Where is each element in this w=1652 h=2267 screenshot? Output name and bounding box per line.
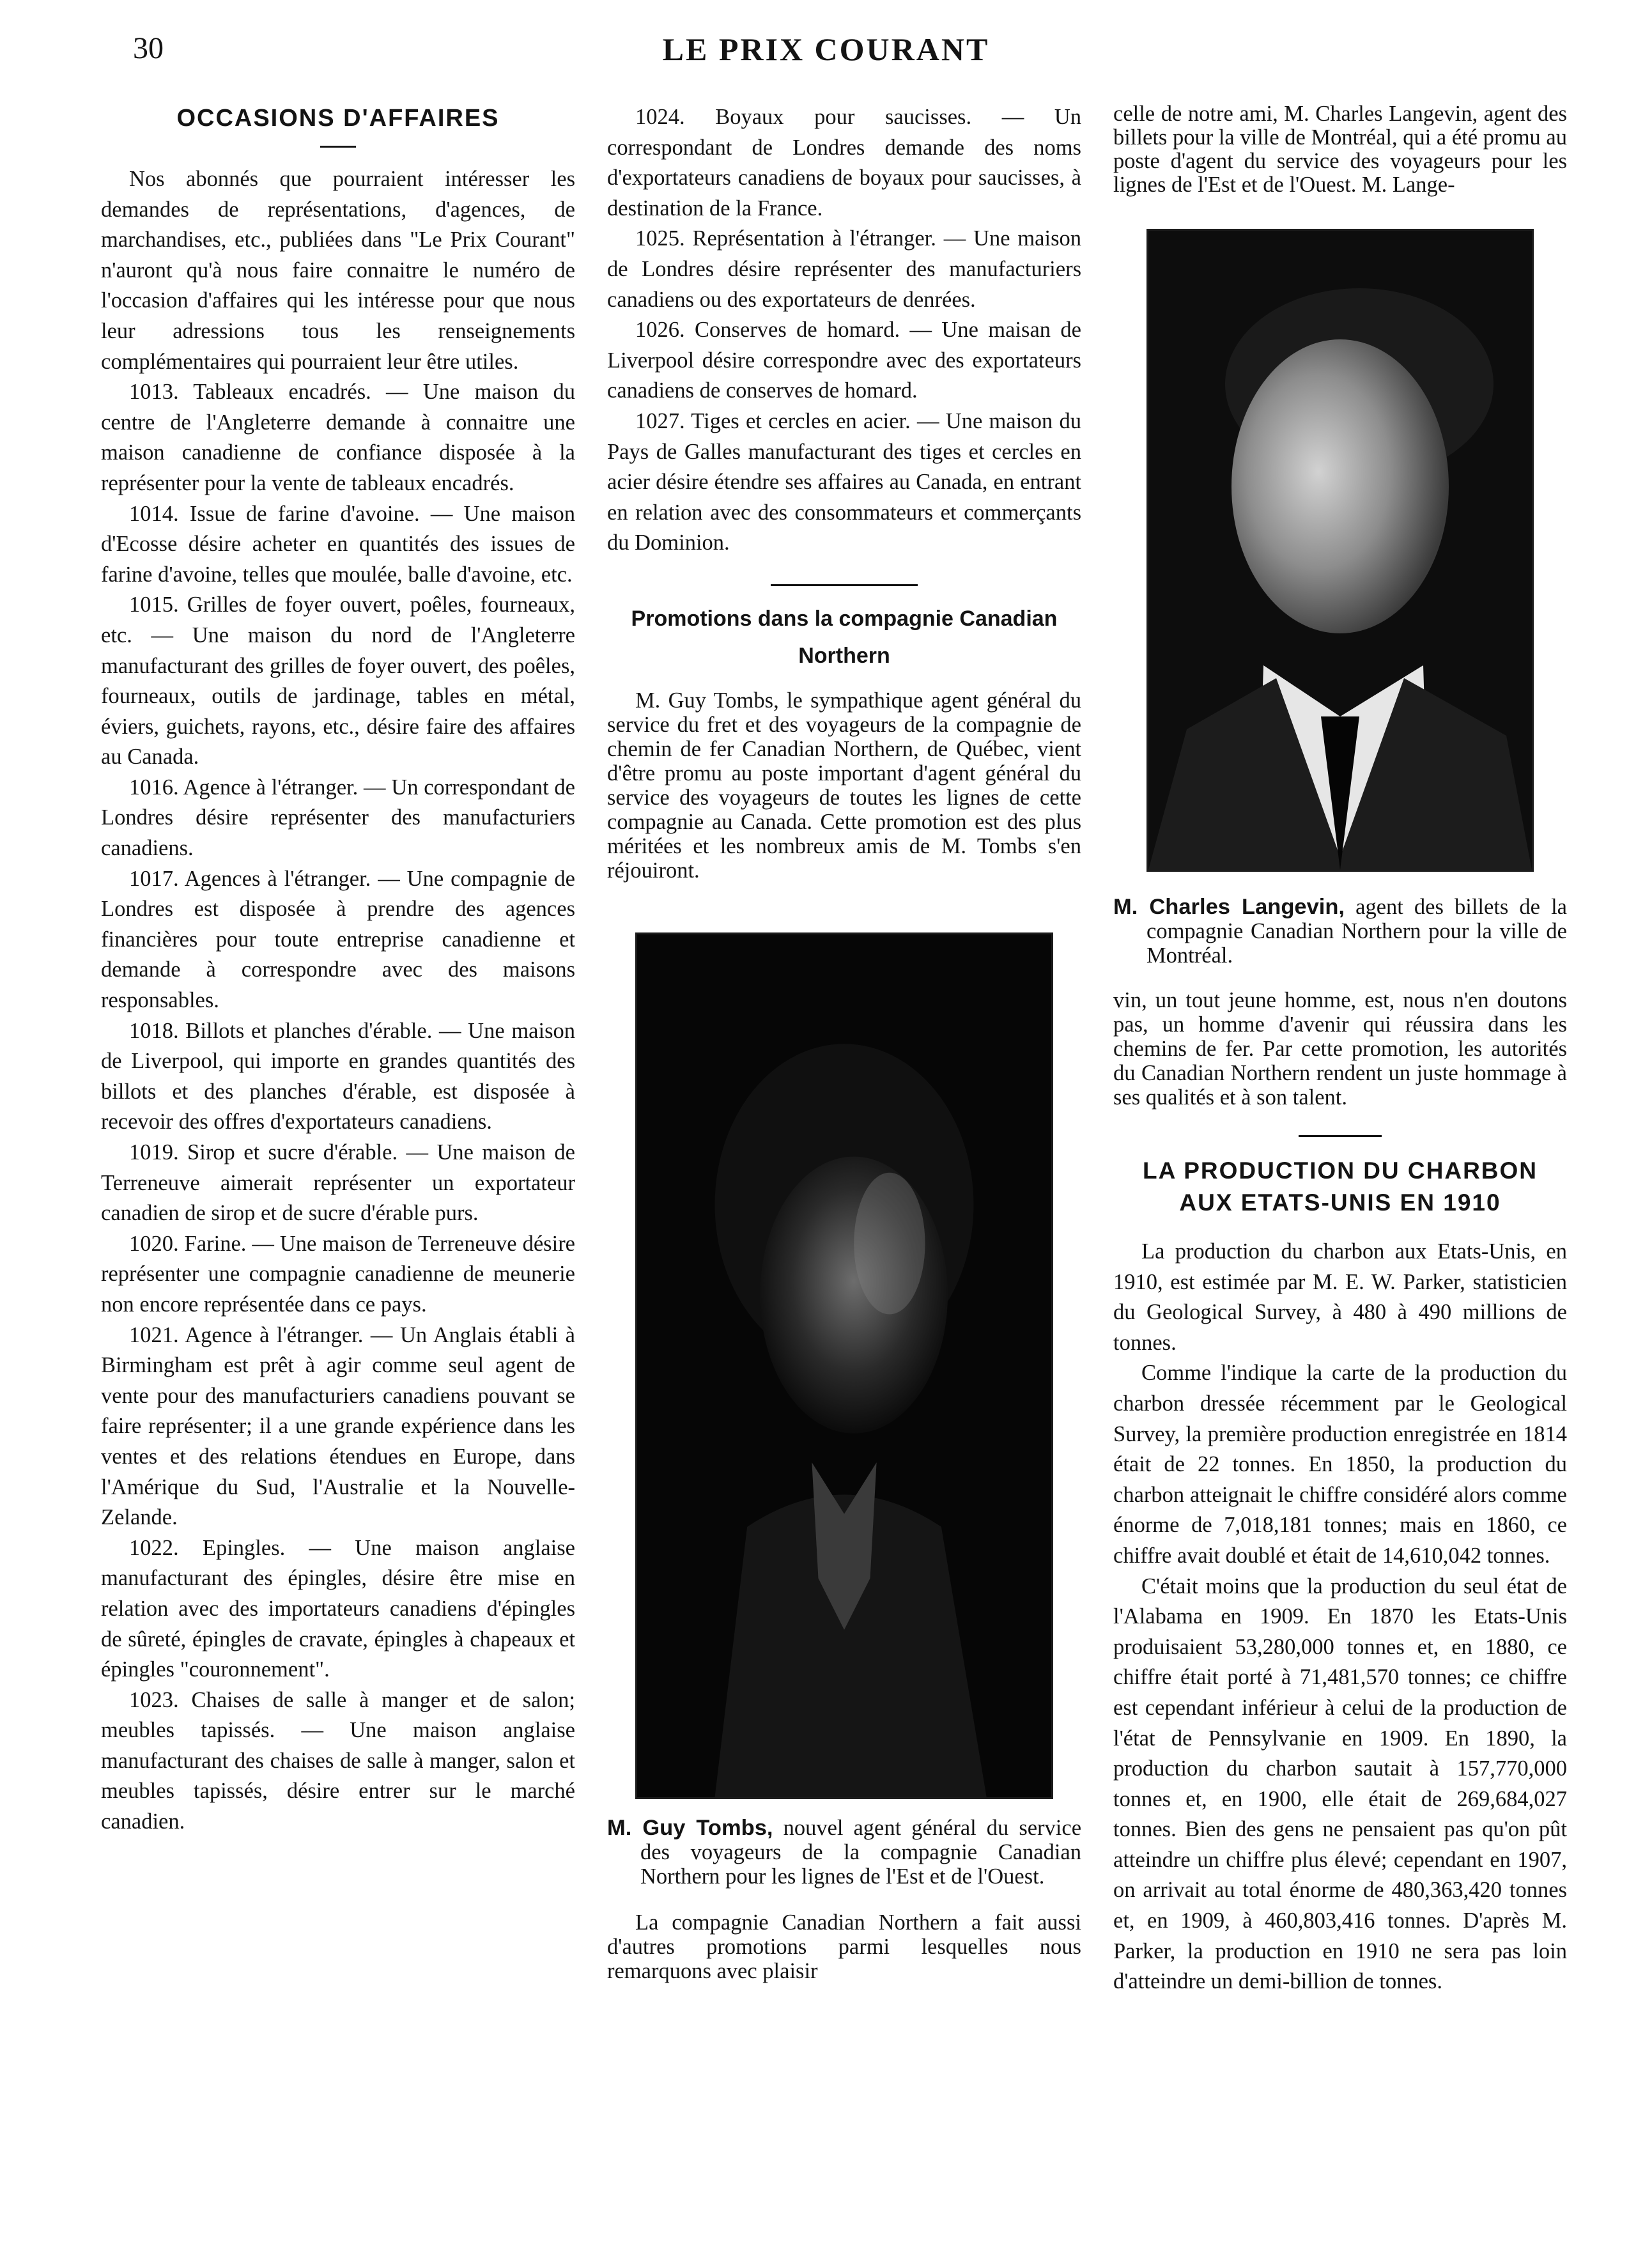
caption-charles-langevin-name: M. Charles Langevin, — [1113, 895, 1345, 919]
listing-1022: 1022. Epingles. — Une maison anglaise manufacturant des épingles, désire être mise en relation avec des importateurs canadiens d'épingles de sûreté, épingles de cravate, épingles à chapeaux et épingles "couronnement". — [101, 1535, 575, 1682]
portrait-guy-tombs — [635, 932, 1053, 1799]
caption-charles-langevin-text: agent des billets de la compagnie Canadian Northern pour la ville de Montréal. — [1146, 895, 1567, 968]
page-number: 30 — [133, 31, 164, 65]
title-rule — [320, 146, 356, 148]
listing-1014: 1014. Issue de farine d'avoine. — Une maison d'Ecosse désire acheter en quantités des issues de farine d'avoine, telles que moulée, balle d'avoine, etc. — [101, 501, 575, 587]
listing-1020: 1020. Farine. — Une maison de Terreneuve désire représenter une compagnie canadienne de meunerie non encore représentée dans ce pays. — [101, 1231, 575, 1317]
listing-1024: 1024. Boyaux pour saucisses. — Un correspondant de Londres demande des noms d'exportateurs canadiens de boyaux pour saucisses, à destination de la France. — [607, 105, 1081, 221]
listing-1027: 1027. Tiges et cercles en acier. — Une maison du Pays de Galles manufacturant des tiges et cercles en acier désire étendre ses affaires au Canada, en entrant en relation avec des consommateurs et commerçants du Dominion. — [607, 408, 1081, 555]
section-divider — [1299, 1135, 1382, 1137]
listing-1019: 1019. Sirop et sucre d'érable. — Une maison de Terreneuve aimerait représenter un exportateur canadien de sirop et de sucre d'érable purs. — [101, 1140, 575, 1226]
listing-1013: 1013. Tableaux encadrés. — Une maison du centre de l'Angleterre demande à connaitre une maison canadienne de confiance disposée à la représenter pour la vente de tableaux encadrés. — [101, 380, 575, 495]
coal-paragraph-3: C'était moins que la production du seul état de l'Alabama en 1909. En 1870 les Etats-Unis produisaient 53,280,000 tonnes et, en 1880, ce chiffre était porté à 71,481,570 tonnes; ce chiffre est cependant inférieur à celui de la production de l'état de Pennsylvanie en 1909. En 1890, la production du charbon sautait à 157,770,000 tonnes et, en 1900, elle était de 269,684,027 tonnes. Bien des gens ne pensaient pas qu'on pût atteindre un chiffre plus élevé; cependant en 1907, on arrivait au total énorme de 480,363,420 tonnes et, en 1909, à 460,803,416 tonnes. D'après M. Parker, la production en 1910 ne sera pas loin d'atteindre un demi-billion de tonnes. — [1113, 1574, 1567, 1994]
listing-1017: 1017. Agences à l'étranger. — Une compagnie de Londres est disposée à prendre des agences financières pour toute entreprise canadienne et demande à correspondre avec des maisons responsables. — [101, 866, 575, 1013]
promotions-title: Promotions dans la compagnie Canadian Northern — [631, 606, 1058, 668]
listing-1026: 1026. Conserves de homard. — Une maisan de Liverpool désire correspondre avec des exportateurs canadiens de conserves de homard. — [607, 318, 1081, 403]
caption-guy-tombs — [607, 1816, 1081, 1889]
caption-charles-langevin — [1113, 895, 1567, 968]
masthead: LE PRIX COURANT — [662, 31, 990, 67]
listing-1023: 1023. Chaises de salle à manger et de salon; meubles tapissés. — Une maison anglaise manufacturant des chaises de salle à manger, salon et meubles tapissés, désire entrer sur le marché canadien. — [101, 1687, 575, 1834]
langevin-continued-paragraph: vin, un tout jeune homme, est, nous n'en doutons pas, un homme d'avenir qui réussira dans les chemins de fer. Par cette promotion, les autorités du Canadian Northern rendent un juste hommage à ses qualités et à son talent. — [1113, 988, 1567, 1110]
after-caption-paragraph: La compagnie Canadian Northern a fait aussi d'autres promotions parmi lesquelles nous remarquons avec plaisir — [607, 1910, 1081, 1983]
coal-paragraph-1: La production du charbon aux Etats-Unis, en 1910, est estimée par M. E. W. Parker, statisticien du Geological Survey, à 480 à 490 millions de tonnes. — [1113, 1239, 1567, 1355]
listing-1015: 1015. Grilles de foyer ouvert, poêles, fourneaux, etc. — Une maison du nord de l'Angleterre manufacturant des grilles de foyer ouvert, des poêles, fourneaux, outils de jardinage, tables en métal, éviers, guichets, rayons, etc., désire faire des affaires au Canada. — [101, 592, 575, 770]
intro-paragraph: Nos abonnés que pourraient intéresser les demandes de représentations, d'agences, de marchandises, etc., publiées dans "Le Prix Courant" n'auront qu'à nous faire connaitre le numéro de l'occasion d'affaires qui les intéresse pour que nous leur adressions tous les renseignements complémentaires qui pourraient leur être utiles. — [101, 167, 575, 374]
column-occasions — [101, 102, 575, 1838]
caption-guy-tombs-text: nouvel agent général du service des voyageurs de la compagnie Canadian Northern pour les lignes de l'Est et de l'Ouest. — [640, 1815, 1082, 1889]
listing-1025: 1025. Représentation à l'étranger. — Une maison de Londres désire représenter des manufacturiers canadiens ou des exportateurs de denrées. — [607, 226, 1081, 312]
portrait-guy-tombs-image — [637, 934, 1051, 1797]
column-middle — [607, 102, 1081, 1983]
coal-title: LA PRODUCTION DU CHARBON AUX ETATS-UNIS EN 1910 — [1142, 1157, 1538, 1216]
promotions-paragraph: M. Guy Tombs, le sympathique agent général du service du fret et des voyageurs de la compagnie de chemin de fer Canadian Northern, de Québec, vient d'être promu au poste important d'agent général du service des voyageurs de toutes les lignes de cette compagnie au Canada. Cette promotion est des plus méritées et les nombreux amis de M. Tombs s'en réjouiront. — [607, 688, 1081, 883]
langevin-intro-paragraph: celle de notre ami, M. Charles Langevin, agent des billets pour la ville de Montréal, qui a été promu au poste d'agent du service des voyageurs pour les lignes de l'Est et de l'Ouest. M. Lange- — [1113, 102, 1567, 197]
listing-1018: 1018. Billots et planches d'érable. — Une maison de Liverpool, qui importe en grandes quantités des billots et des planches d'érable, est disposée à recevoir des offres d'exportateurs canadiens. — [101, 1018, 575, 1134]
section-title-occasions: OCCASIONS D'AFFAIRES — [176, 105, 500, 132]
portrait-charles-langevin-image — [1148, 231, 1532, 870]
listing-1016: 1016. Agence à l'étranger. — Un correspondant de Londres désire représenter des manufacturiers canadiens. — [101, 775, 575, 861]
listing-1021: 1021. Agence à l'étranger. — Un Anglais établi à Birmingham est prêt à agir comme seul agent de vente pour des manufacturiers canadiens pouvant se faire représenter; il a une grande expérience dans les ventes et des relations étendues en Europe, dans l'Amérique du Sud, l'Australie et la Nouvelle-Zelande. — [101, 1322, 575, 1530]
coal-paragraph-2: Comme l'indique la carte de la production du charbon dressée récemment par le Geological Survey, la première production enregistrée en 1814 était de 22 tonnes. En 1850, la production du charbon atteignait le chiffre considéré alors comme énorme de 7,018,181 tonnes; mais en 1860, ce chiffre avait doublé et était de 14,610,042 tonnes. — [1113, 1361, 1567, 1568]
column-right — [1113, 102, 1567, 1997]
portrait-charles-langevin — [1146, 229, 1534, 872]
section-divider — [771, 584, 918, 586]
caption-guy-tombs-name: M. Guy Tombs, — [607, 1815, 773, 1840]
